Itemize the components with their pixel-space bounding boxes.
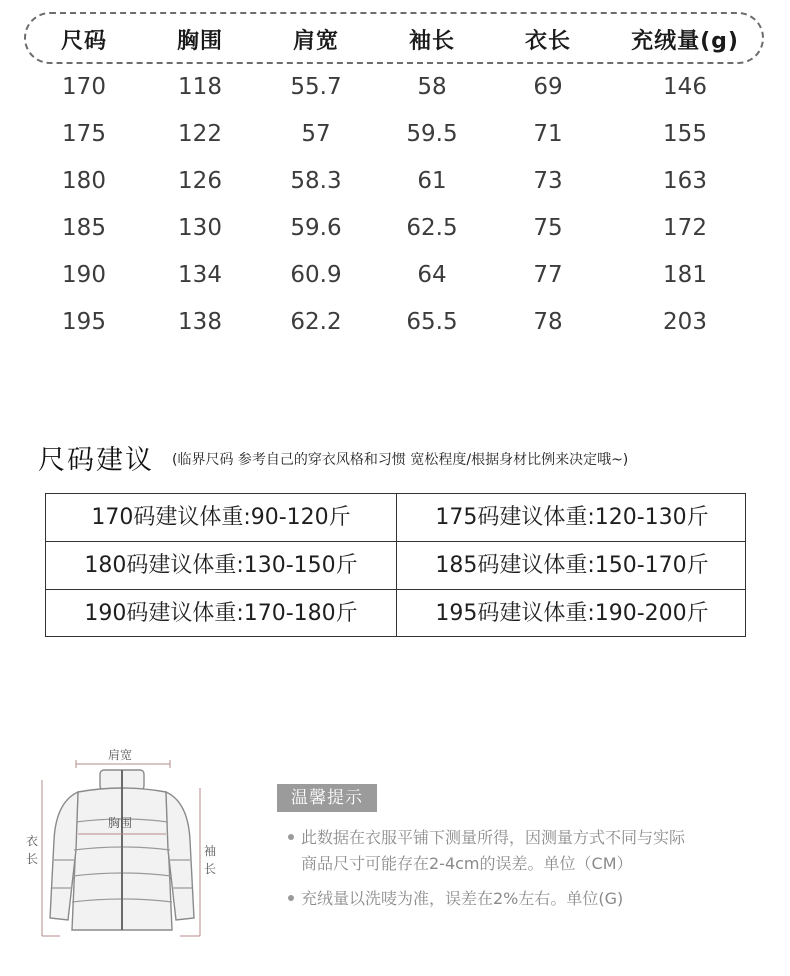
- bullet-icon: [288, 834, 294, 840]
- table-cell: 118: [178, 74, 222, 100]
- table-cell: 185: [62, 215, 106, 241]
- table-cell: 122: [178, 121, 222, 147]
- table-cell: 78: [533, 309, 563, 335]
- table-cell: 138: [178, 309, 222, 335]
- table-cell: 190: [62, 262, 106, 288]
- suggestion-cell: 180码建议体重:130-150斤: [84, 553, 358, 578]
- bullet-icon: [288, 895, 294, 901]
- jacket-measurement-diagram: [20, 740, 250, 950]
- table-cell: 180: [62, 168, 106, 194]
- suggestion-cell: 190码建议体重:170-180斤: [84, 601, 358, 626]
- suggestion-title: 尺码建议: [38, 445, 154, 476]
- suggestion-cell: 195码建议体重:190-200斤: [435, 601, 709, 626]
- header-chest: 胸围: [176, 29, 223, 54]
- length-label-2: 长: [26, 852, 39, 866]
- table-cell: 170: [62, 74, 106, 100]
- table-cell: 71: [533, 121, 563, 147]
- tip-line: [288, 825, 685, 851]
- tip-line: [288, 886, 623, 912]
- table-cell: 65.5: [406, 309, 458, 335]
- tips-badge: 温馨提示: [277, 784, 377, 812]
- table-cell: 155: [663, 121, 707, 147]
- suggestion-cell: 175码建议体重:120-130斤: [435, 505, 709, 530]
- header-down-fill: 充绒量(g): [631, 29, 739, 54]
- table-cell: 57: [301, 121, 331, 147]
- table-cell: 172: [663, 215, 707, 241]
- table-cell: 73: [533, 168, 563, 194]
- table-cell: 75: [533, 215, 563, 241]
- table-cell: 69: [533, 74, 563, 100]
- sleeve-label-2: 长: [204, 862, 217, 876]
- table-cell: 126: [178, 168, 222, 194]
- tip-text-continued: 商品尺寸可能存在2-4cm的误差。单位（CM）: [301, 854, 633, 873]
- sleeve-label-1: 袖: [204, 844, 217, 858]
- table-cell: 130: [178, 215, 222, 241]
- header-length: 衣长: [524, 29, 571, 54]
- suggestion-note: (临界尺码 参考自己的穿衣风格和习惯 宽松程度/根据身材比例来决定哦~): [172, 452, 629, 468]
- table-cell: 203: [663, 309, 707, 335]
- header-shoulder: 肩宽: [292, 29, 339, 54]
- table-cell: 77: [533, 262, 563, 288]
- header-size: 尺码: [60, 29, 107, 54]
- table-cell: 58.3: [290, 168, 342, 194]
- table-cell: 146: [663, 74, 707, 100]
- table-cell: 175: [62, 121, 106, 147]
- table-cell: 134: [178, 262, 222, 288]
- tip-text: 此数据在衣服平铺下测量所得，因测量方式不同与实际: [301, 828, 686, 847]
- table-cell: 62.2: [290, 309, 342, 335]
- table-cell: 62.5: [406, 215, 458, 241]
- table-cell: 181: [663, 262, 707, 288]
- table-cell: 61: [417, 168, 447, 194]
- table-cell: 59.6: [290, 215, 342, 241]
- weight-suggestion-table: [45, 493, 746, 637]
- table-cell: 58: [417, 74, 447, 100]
- table-cell: 195: [62, 309, 106, 335]
- table-cell: 64: [417, 262, 447, 288]
- table-cell: 55.7: [290, 74, 342, 100]
- shoulder-label: 肩宽: [108, 748, 133, 762]
- tip-text: 充绒量以洗唛为准，误差在2%左右。单位(G): [301, 889, 624, 908]
- suggestion-cell: 185码建议体重:150-170斤: [435, 553, 709, 578]
- length-label-1: 衣: [26, 834, 39, 848]
- chest-label: 胸围: [108, 816, 133, 830]
- table-cell: 59.5: [406, 121, 458, 147]
- table-cell: 60.9: [290, 262, 342, 288]
- suggestion-cell: 170码建议体重:90-120斤: [91, 505, 351, 530]
- header-sleeve: 袖长: [408, 29, 455, 54]
- table-cell: 163: [663, 168, 707, 194]
